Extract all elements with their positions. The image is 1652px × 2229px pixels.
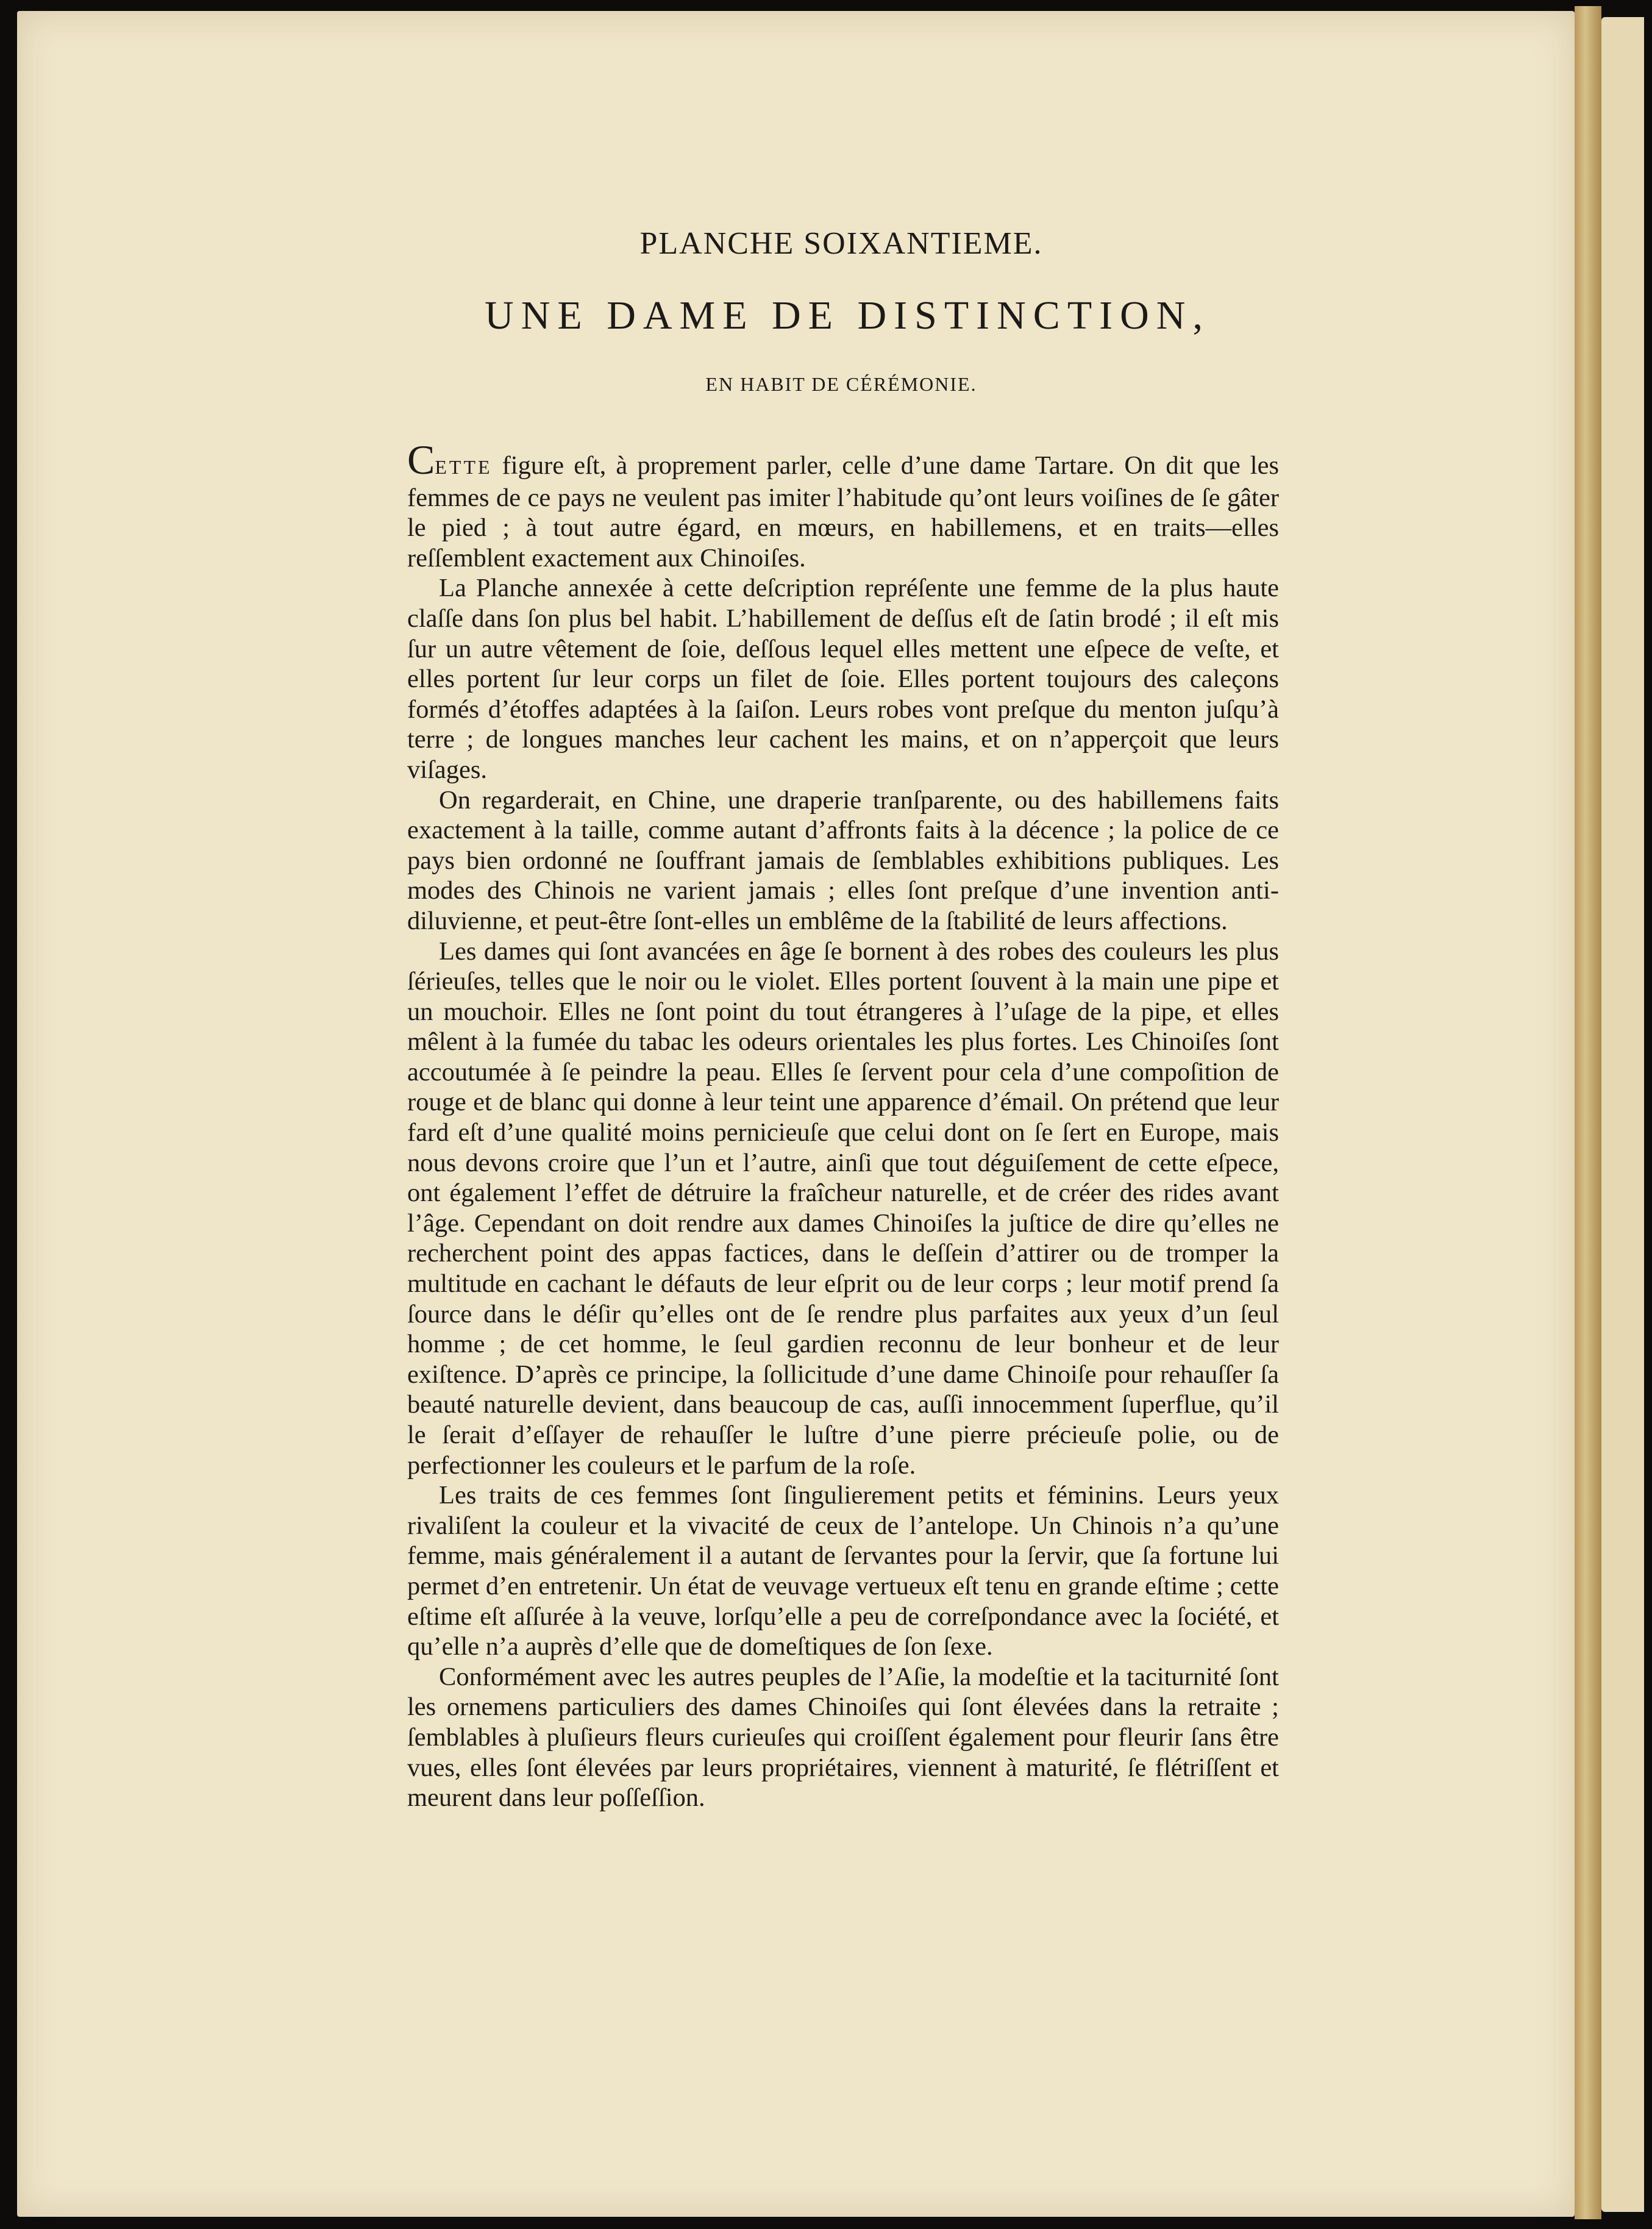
paragraph-1 [407,437,1279,573]
plate-heading: PLANCHE SOIXANTIEME. [639,226,1043,261]
drop-cap: C [407,437,435,483]
paragraph-5: Les traits de ces femmes ſont ſingulierement petits et féminins. Leurs yeux rivaliſent la couleur et la vivacité de ceux de l’antelope. Un Chinois n’a qu’une femme, mais généralement il a autant de ſervantes pour la ſervir, que ſa fortune lui permet d’en entretenir. Un état de veuvage vertueux eſt tenu en grande eſtime ; cette eſtime eſt aſſurée à la veuve, lorſqu’elle a peu de correſpondance avec la ſociété, et qu’elle n’a auprès d’elle que de domeſtiques de ſon ſexe. [407,1481,1279,1661]
paragraph-4: Les dames qui ſont avancées en âge ſe bornent à des robes des couleurs les plus ſérieuſes, telles que le noir ou le violet. Elles portent ſouvent à la main une pipe et un mouchoir. Elles ne ſont point du tout étrangeres à l’uſage de la pipe, et elles mêlent à la fumée du tabac les odeurs orientales les plus fortes. Les Chinoiſes ſont accoutumée à ſe peindre la peau. Elles ſe ſervent pour cela d’une compoſition de rouge et de blanc qui donne à leur teint une apparence d’émail. On prétend que leur fard eſt d’une qualité moins pernicieuſe que celui dont on ſe ſert en Europe, mais nous devons croire que l’un et l’autre, ainſi que tout déguiſement de cette eſpece, ont également l’effet de détruire la fraîcheur naturelle, et de créer des rides avant l’âge. Cependant on doit rendre aux dames Chinoiſes la juſtice de dire qu’elles ne recherchent point des appas factices, dans le deſſein d’attirer ou de tromper la multitude en cachant le défauts de leur eſprit ou de leur corps ; leur motif prend ſa ſource dans le déſir qu’elles ont de ſe rendre plus parfaites aux yeux d’un ſeul homme ; de cet homme, le ſeul gardien reconnu de leur bonheur et de leur exiſtence. D’après ce principe, la ſollicitude d’une dame Chinoiſe pour rehauſſer ſa beauté naturelle devient, dans beaucoup de cas, auſſi innocemment ſuperflue, qu’il le ſerait d’eſſayer de rehauſſer le luſtre d’une pierre précieuſe polie, ou de perfectionner les couleurs et le parfum de la roſe. [407,936,1279,1480]
page-gutter [1575,6,1601,2219]
facing-page-edge [1601,17,1644,2212]
small-caps-lead: ETTE [435,456,493,478]
page-title: UNE DAME DE DISTINCTION, [485,293,1210,338]
paragraph-2: La Planche annexée à cette deſcription repréſente une femme de la plus haute claſſe dans ſon plus bel habit. L’habillement de deſſus eſt de ſatin brodé ; il eſt mis ſur un autre vêtement de ſoie, deſſous lequel elles mettent une eſpece de veſte, et elles portent ſur leur corps un filet de ſoie. Elles portent toujours des caleçons formés d’étoffes adaptées à la ſaiſon. Leurs robes vont preſque du menton juſqu’à terre ; de longues manches leur cachent les mains, et on n’apperçoit que leurs viſages. [407,574,1279,784]
body-text [407,437,1279,1813]
paragraph-6: Conformément avec les autres peuples de l’Aſie, la modeſtie et la taciturnité ſont les ornemens particuliers des dames Chinoiſes qui ſont élevées dans la retraite ; ſemblables à pluſieurs fleurs curieuſes qui croiſſent également pour fleurir ſans être vues, elles ſont élevées par leurs propriétaires, viennent à maturité, ſe flétriſſent et meurent dans leur poſſeſſion. [407,1662,1279,1813]
paragraph-1-text: figure eſt, à proprement parler, celle d’une dame Tartare. On dit que les femmes de ce pays ne veulent pas imiter l’habitude qu’ont leurs voiſines de ſe gâter le pied ; à tout autre égard, en mœurs, en habillemens, et en traits—elles reſſemblent exactement aux Chinoiſes. [407,451,1279,572]
paragraph-3: On regarderait, en Chine, une draperie tranſparente, ou des habillemens faits exactement à la taille, comme autant d’affronts faits à la décence ; la police de ce pays bien ordonné ne ſouffrant jamais de ſemblables exhibitions publiques. Les modes des Chinois ne varient jamais ; elles ſont preſque d’une invention anti-diluvienne, et peut-être ſont-elles un emblême de la ſtabilité de leurs affections. [407,785,1279,935]
page-subtitle: EN HABIT DE CÉRÉMONIE. [705,373,977,395]
